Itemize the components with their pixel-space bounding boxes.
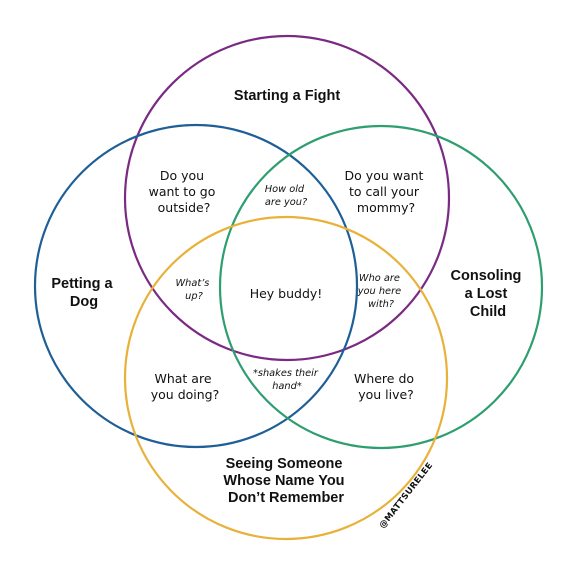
region-fight-dog-name: What’s up? [175, 278, 210, 302]
region-child-name: Where do you live? [353, 371, 415, 402]
label-petting-a-dog: Petting a Dog [51, 276, 113, 310]
label-starting-a-fight: Starting a Fight [233, 88, 341, 104]
region-fight-dog-child: How old are you? [264, 184, 308, 208]
region-fight-child: Do you want to call your mommy? [344, 168, 424, 215]
region-dog-name: What are you doing? [150, 371, 220, 402]
label-seeing-someone: Seeing Someone Whose Name You Don’t Remember [223, 456, 345, 506]
credit-watermark: @MATTSURELEE [377, 460, 436, 531]
region-fight-dog: Do you want to go outside? [148, 168, 216, 215]
label-consoling-a-lost-child: Consoling a Lost Child [450, 268, 522, 320]
region-all-four: Hey buddy! [249, 286, 323, 301]
region-dog-child-name: *shakes their hand* [252, 368, 318, 392]
region-fight-child-name: Who are you here with? [357, 273, 402, 310]
